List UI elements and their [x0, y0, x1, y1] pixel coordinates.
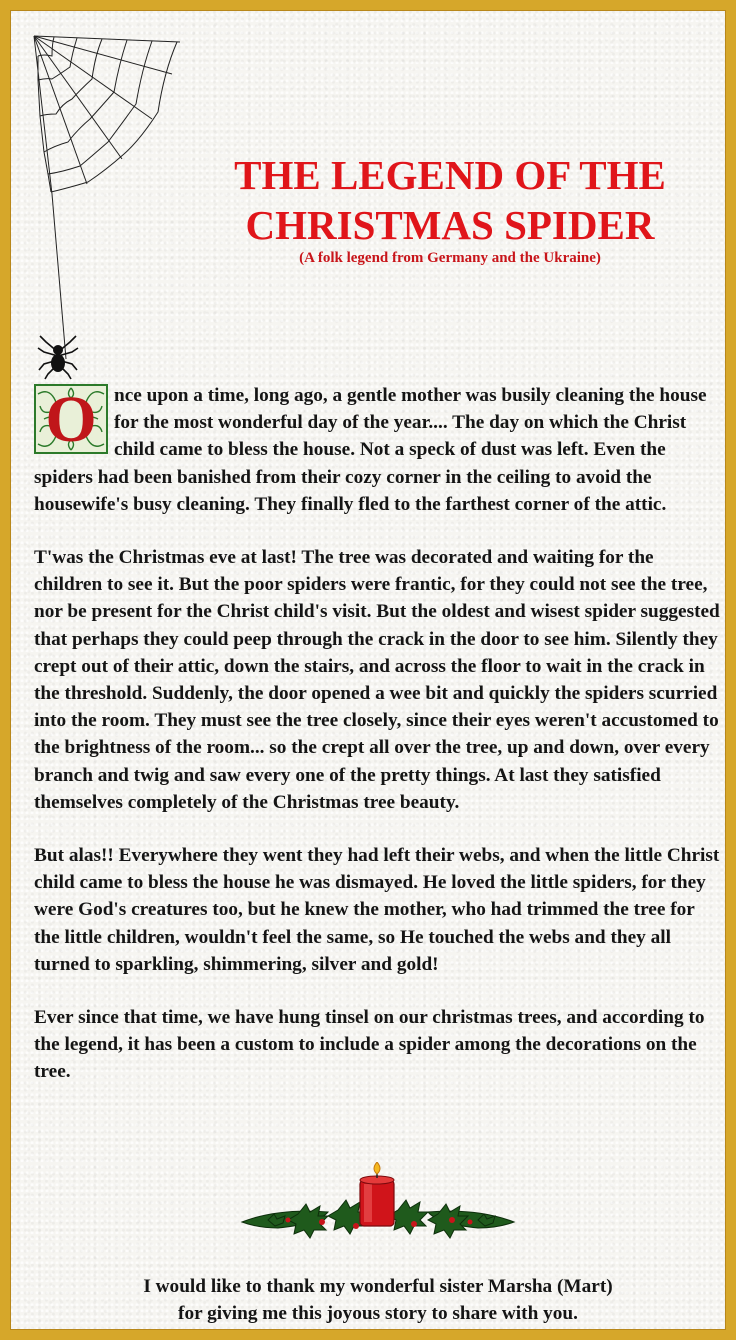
story-paragraph-4: Ever since that time, we have hung tinsel on our christmas trees, and according to the legend, it has been a custom to include a spider among the decorations on the tree. — [34, 1007, 705, 1083]
thanks-line-2: for giving me this joyous story to share with you. — [178, 1303, 578, 1324]
story-body — [34, 382, 724, 1112]
story-paragraph-2: T'was the Christmas eve at last! The tree was decorated and waiting for the children to see it. But the poor spiders were frantic, for they could not see the tree, nor be present for the Christ child's visit. But the oldest and wisest spider suggested that perhaps they could peep through the crack in the door to see him. Silently they crept out of their attic, down the stairs, and across the floor to wait in the crack in the threshold. Suddenly, the door opened a wee bit and quickly the spiders scurried into the room. They must see the tree closely, since their eyes weren't accustomed to the brightness of the room... so the crept all over the tree, up and down, over every branch and twig and saw every one of the pretty things. At last they satisfied themselves completely of the Christmas tree beauty. — [34, 547, 720, 813]
paragraph-1-text: nce upon a time, long ago, a gentle mother was busily cleaning the house for the most wonderful day of the year.... The day on which the Christ child came to bless the house. Not a speck of dust was left. Even the spiders had been banished from their cozy corner in the ceiling to avoid the housewife's busy cleaning. They finally fled to the farthest corner of the attic. — [34, 385, 707, 515]
initial-letter: O — [45, 384, 97, 454]
page-title — [190, 150, 710, 250]
candle-holly-icon — [238, 1162, 518, 1242]
spider-icon — [36, 332, 80, 380]
subtitle: (A folk legend from Germany and the Ukraine) — [299, 250, 601, 266]
title-line-2: CHRISTMAS SPIDER — [245, 202, 655, 248]
title-line-1: THE LEGEND OF THE — [234, 152, 666, 198]
story-paragraph-3: But alas!! Everywhere they went they had left their webs, and when the little Christ child came to bless the house he was dismayed. He loved the little spiders, for they were God's creatures too, but he knew the mother, who had trimmed the tree for the little children, wouldn't feel the same, so He touched the webs and they all turned to sparkling, shimmering, silver and gold! — [34, 845, 720, 975]
thanks-line-1: I would like to thank my wonderful sister Marsha (Mart) — [143, 1276, 613, 1297]
illuminated-initial-o — [34, 384, 108, 454]
story-paragraph-1 — [34, 382, 724, 518]
thanks-note — [10, 1273, 736, 1327]
